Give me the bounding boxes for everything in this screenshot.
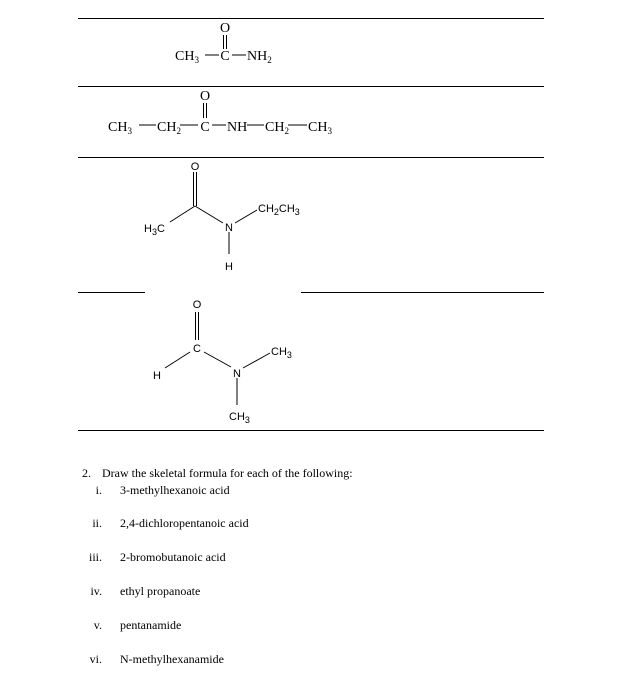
carbonyl-carbon-label: C	[220, 49, 230, 64]
oxygen-label: O	[190, 161, 200, 173]
item-numeral: v.	[93, 618, 102, 632]
methyl-label: $CH_3$	[108, 120, 132, 136]
item-numeral: i.	[95, 483, 102, 497]
item-numeral: vi.	[89, 652, 102, 666]
methylene-label: $CH_2$	[265, 120, 289, 136]
item-numeral: ii.	[92, 516, 102, 530]
question-number: 2.	[82, 466, 91, 480]
item-text: pentanamide	[120, 618, 182, 632]
carbon-label: C	[193, 343, 201, 355]
methyl-label: $CH_3$	[308, 120, 332, 136]
nh-label: NH	[227, 120, 248, 135]
item-text: N-methylhexanamide	[120, 652, 224, 666]
methyl-label: $CH_3$	[229, 411, 250, 425]
item-text: ethyl propanoate	[120, 584, 201, 598]
methyl-label: $CH_3$	[175, 49, 199, 65]
item-text: 2-bromobutanoic acid	[120, 550, 226, 564]
carbonyl-carbon-label: C	[200, 120, 210, 135]
item-numeral: iv.	[90, 584, 102, 598]
item-text: 3-methylhexanoic acid	[120, 483, 230, 497]
hydrogen-label: H	[225, 261, 233, 273]
nitrogen-label: N	[225, 222, 233, 234]
question-prompt: Draw the skeletal formula for each of the following:	[102, 466, 353, 480]
methylene-label: $CH_2$	[157, 120, 181, 136]
oxygen-label: O	[199, 89, 211, 104]
item-text: 2,4-dichloropentanoic acid	[120, 516, 249, 530]
methyl-label: $CH_3$	[271, 346, 292, 360]
nitrogen-label: N	[233, 368, 241, 380]
ethyl-label: $CH_2CH_3$	[258, 203, 300, 217]
hydrogen-label: H	[153, 370, 161, 382]
molecule-dimethylformamide	[165, 312, 270, 405]
molecule-n-ethylacetamide	[170, 172, 257, 254]
oxygen-label: O	[219, 21, 231, 36]
methyl-label: $H_3C$	[144, 223, 165, 237]
item-numeral: iii.	[88, 550, 102, 564]
amino-label: $NH_2$	[247, 49, 272, 65]
oxygen-label: O	[192, 299, 202, 311]
